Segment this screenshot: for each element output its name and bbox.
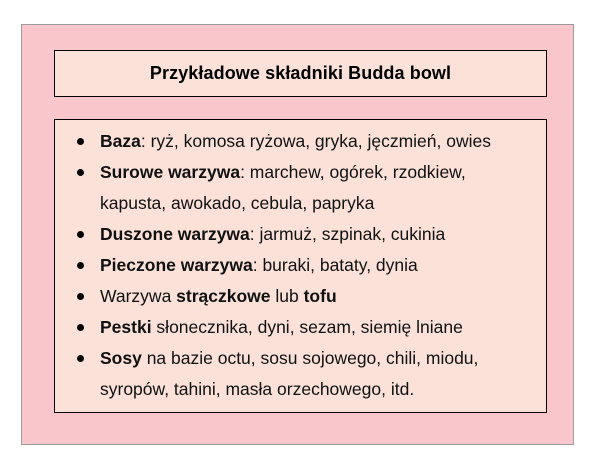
item-text: : jarmuż, szpinak, cukinia (249, 224, 446, 244)
bullet-icon (77, 324, 84, 331)
item-text: na bazie octu, sosu sojowego, chili, miodu, syropów, tahini, masła orzechowego, itd. (100, 348, 479, 399)
item-text: słonecznika, dyni, sezam, siemię lniane (151, 317, 463, 337)
item-bold-label: Duszone warzywa (100, 224, 250, 244)
bullet-icon (77, 231, 84, 238)
item-text: : marchew, ogórek, rzodkiew, kapusta, awokado, cebula, papryka (100, 162, 466, 213)
bullet-icon (77, 355, 84, 362)
list-item-sosy (55, 343, 546, 405)
item-bold-label: Pieczone warzywa (100, 255, 253, 275)
item-text: Warzywa (100, 286, 177, 306)
bullet-icon (77, 169, 84, 176)
ingredients-box (54, 119, 547, 413)
list-item-straczkowe (55, 281, 546, 312)
item-bold-label: Surowe warzywa (100, 162, 241, 182)
bullet-icon (77, 138, 84, 145)
list-item-baza (55, 126, 546, 157)
item-text: lub (270, 286, 304, 306)
item-bold-label: Pestki (100, 317, 152, 337)
item-text: : buraki, bataty, dynia (252, 255, 418, 275)
page-title: Przykładowe składniki Budda bowl (149, 63, 452, 83)
list-item-surowe-warzywa (55, 157, 546, 219)
bullet-icon (77, 293, 84, 300)
item-bold-label: tofu (303, 286, 337, 306)
item-bold-label: strączkowe (176, 286, 271, 306)
list-item-pestki (55, 312, 546, 343)
item-text: : ryż, komosa ryżowa, gryka, jęczmień, owies (140, 131, 491, 151)
item-bold-label: Baza (100, 131, 141, 151)
ingredients-list (55, 126, 546, 405)
title-box (54, 50, 547, 97)
list-item-duszone-warzywa (55, 219, 546, 250)
item-bold-label: Sosy (100, 348, 142, 368)
list-item-pieczone-warzywa (55, 250, 546, 281)
bullet-icon (77, 262, 84, 269)
